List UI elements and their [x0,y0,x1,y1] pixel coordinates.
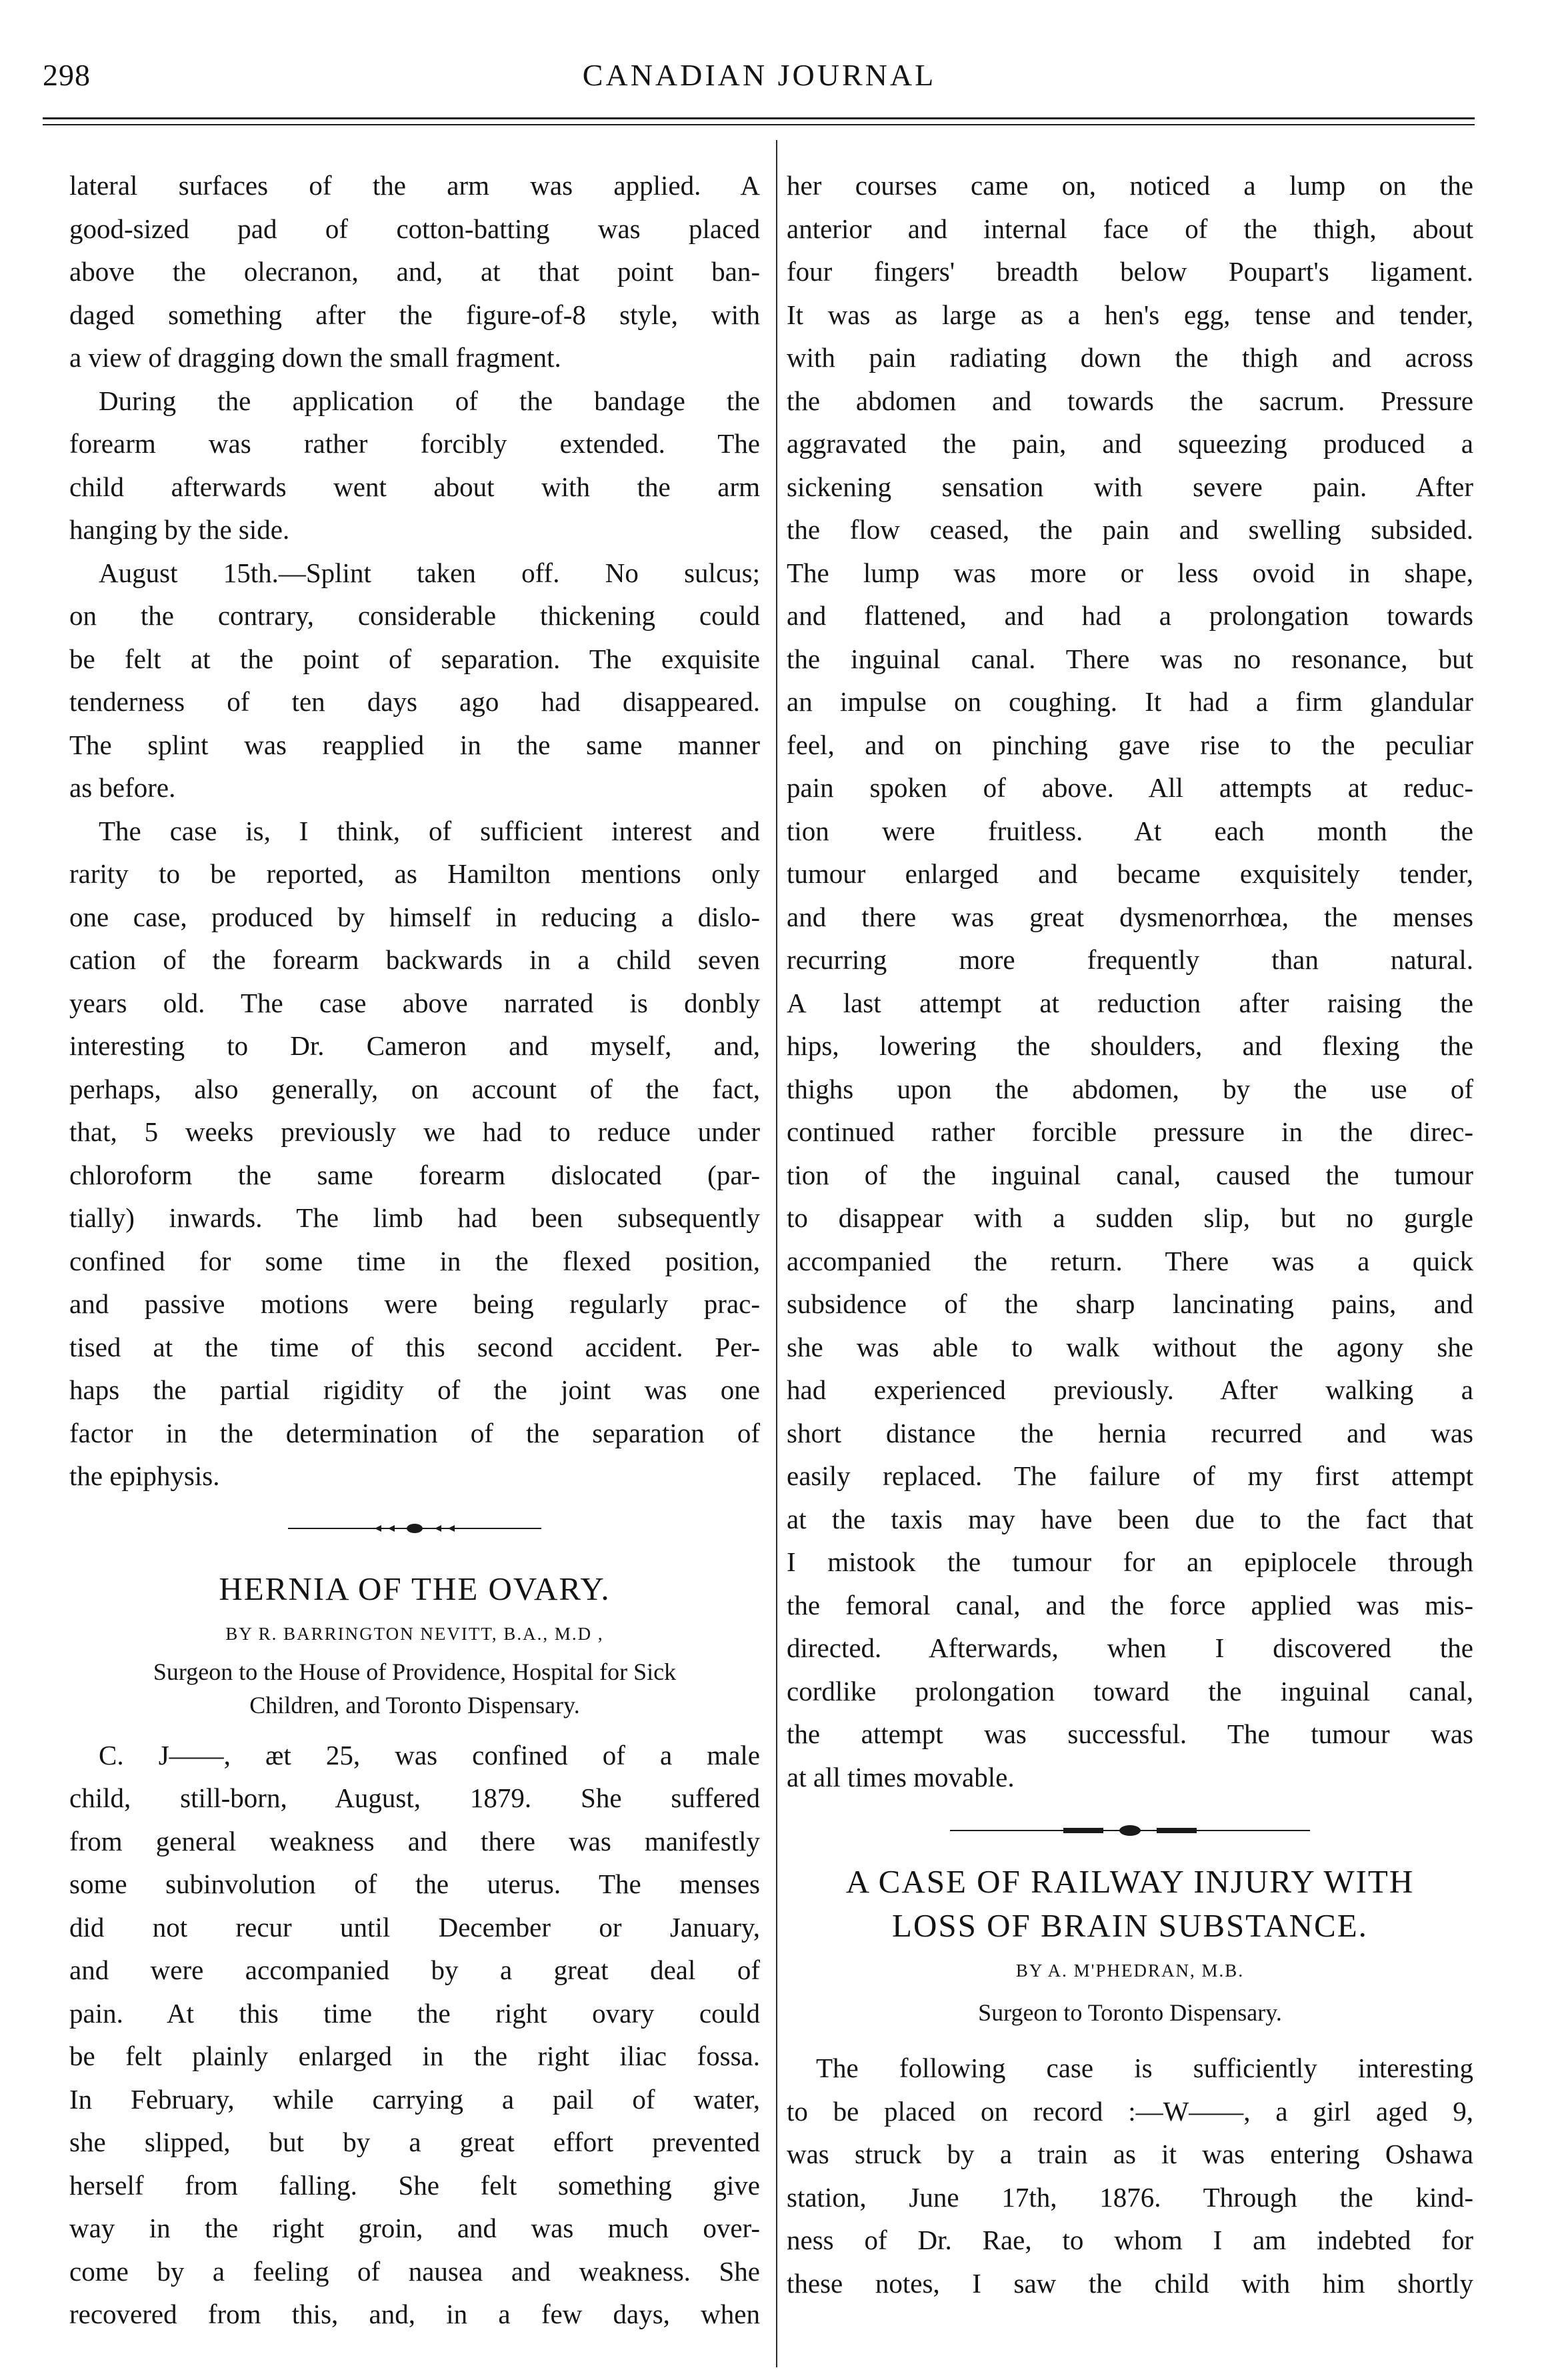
text-line: an impulse on coughing. It had a firm glandular [787,686,1473,717]
text-line: the inguinal canal. There was no resonance, but [787,643,1473,674]
text-line: interesting to Dr. Cameron and myself, and, [69,1030,760,1061]
text-line: pain. At this time the right ovary could [69,1997,760,2029]
section-divider-ornament [275,1520,555,1536]
text-line: and there was great dysmenorrhœa, the menses [787,901,1473,932]
text-line: did not recur until December or January, [69,1911,760,1943]
text-line: she slipped, but by a great effort prevented [69,2127,760,2157]
section-title-railway: A CASE OF RAILWAY INJURY WITH [845,1863,1415,1900]
text-line: she was able to walk without the agony she [787,1331,1473,1362]
text-line: chloroform the same forearm dislocated (par- [69,1159,760,1190]
paragraph-case-rarity [69,810,760,1498]
text-line: was struck by a train as it was entering Oshawa [787,2139,1473,2169]
text-line: tenderness of ten days ago had disappeared. [69,686,760,717]
text-line: and flattened, and had a prolongation towards [787,600,1473,631]
affiliation-line: Children, and Toronto Dispensary. [249,1691,580,1718]
section-title-railway-line2: LOSS OF BRAIN SUBSTANCE. [892,1907,1368,1944]
text-line: the flow ceased, the pain and swelling subsided. [787,514,1473,545]
text-line: The splint was reapplied in the same manner [69,729,760,760]
text-line: I mistook the tumour for an epiplocele through [787,1546,1473,1577]
text-line: easily replaced. The failure of my first attempt [787,1460,1473,1491]
text-line: recovered from this, and, in a few days, when [69,2299,760,2329]
text-line: be felt plainly enlarged in the right iliac fossa. [69,2041,760,2071]
text-line: recurring more frequently than natural. [787,944,1473,975]
text-line: on the contrary, considerable thickening could [69,600,760,631]
text-line: above the olecranon, and, at that point ban- [69,256,760,287]
text-line: child, still-born, August, 1879. She suffered [69,1782,760,1813]
text-line: feel, and on pinching gave rise to the peculiar [787,729,1473,760]
paragraph-railway-case [787,2047,1473,2305]
text-line: and were accompanied by a great deal of [69,1955,760,1985]
text-line: anterior and internal face of the thigh, about [787,213,1473,244]
text-line: cation of the forearm backwards in a child seven [69,944,760,975]
text-line: child afterwards went about with the arm [69,471,760,502]
text-line: hips, lowering the shoulders, and flexing the [787,1030,1473,1061]
text-line: had experienced previously. After walking a [787,1374,1473,1405]
text-line: be felt at the point of separation. The exquisite [69,643,760,674]
text-line: the femoral canal, and the force applied was mis- [787,1589,1473,1620]
text-line: at the taxis may have been due to the fact that [787,1503,1473,1534]
journal-title: CANADIAN JOURNAL [582,58,937,92]
text-line: The case is, I think, of sufficient interest and [99,815,760,846]
text-line: The lump was more or less ovoid in shape, [787,557,1473,588]
text-line: as before. [69,772,176,803]
text-line: the attempt was successful. The tumour was [787,1718,1473,1749]
text-line: good-sized pad of cotton-batting was placed [69,213,760,244]
affiliation-hernia [96,1655,733,1722]
text-line: August 15th.—Splint taken off. No sulcus; [99,557,760,588]
text-line: directed. Afterwards, when I discovered the [787,1632,1473,1663]
text-line: hanging by the side. [69,514,290,545]
text-line: During the application of the bandage the [99,385,760,416]
text-line: tion were fruitless. At each month the [787,815,1473,846]
affiliation-line: Surgeon to Toronto Dispensary. [978,1999,1282,2026]
header-rule-secondary [43,124,1475,125]
text-line: tion of the inguinal canal, caused the tumour [787,1159,1473,1190]
text-line: years old. The case above narrated is donbly [69,987,760,1018]
section-divider-ornament [943,1823,1317,1839]
text-line: It was as large as a hen's egg, tense and tender, [787,299,1473,330]
text-line: station, June 17th, 1876. Through the kind- [787,2181,1473,2213]
text-line: cordlike prolongation toward the inguinal canal, [787,1675,1473,1706]
text-line: C. J——, æt 25, was confined of a male [99,1739,760,1770]
text-line: to disappear with a sudden slip, but no gurgle [787,1202,1473,1233]
text-line: her courses came on, noticed a lump on the [787,170,1473,201]
text-line: forearm was rather forcibly extended. The [69,428,760,459]
text-line: at all times movable. [787,1761,1015,1793]
text-line: with pain radiating down the thigh and across [787,342,1473,373]
text-line: short distance the hernia recurred and was [787,1417,1473,1448]
paragraph-august [69,551,760,810]
paragraph-hernia-continued [787,164,1473,1799]
text-line: a view of dragging down the small fragment. [69,342,561,373]
header-rule [43,117,1475,119]
text-line: pain spoken of above. All attempts at reduc- [787,772,1473,803]
right-column [787,164,1473,2305]
text-line: confined for some time in the flexed position, [69,1245,760,1276]
page-number: 298 [43,58,91,92]
paragraph-hernia-case [69,1734,760,2336]
text-line: In February, while carrying a pail of water, [69,2083,760,2115]
text-line: factor in the determination of the separation of [69,1417,760,1448]
text-line: from general weakness and there was manifestly [69,1825,760,1857]
text-line: haps the partial rigidity of the joint was one [69,1374,760,1405]
affiliation-line: Surgeon to the House of Providence, Hospital for Sick [153,1658,677,1685]
text-line: lateral surfaces of the arm was applied. A [69,170,760,201]
text-line: ness of Dr. Rae, to whom I am indebted for [787,2225,1473,2255]
affiliation-railway [787,1996,1473,2029]
left-column [69,164,760,2336]
text-line: tised at the time of this second accident. Per- [69,1331,760,1362]
text-line: to be placed on record :—W——, a girl aged 9, [787,2095,1473,2127]
text-line: that, 5 weeks previously we had to reduce under [69,1116,760,1147]
text-line: tumour enlarged and became exquisitely tender, [787,858,1473,889]
column-divider [776,140,777,2367]
text-line: the abdomen and towards the sacrum. Pressure [787,385,1473,416]
text-line: daged something after the figure-of-8 style, with [69,299,760,330]
text-line: tially) inwards. The limb had been subsequently [69,1202,760,1233]
text-line: and passive motions were being regularly prac- [69,1288,760,1319]
text-line: the epiphysis. [69,1460,220,1491]
text-line: thighs upon the abdomen, by the use of [787,1073,1473,1104]
text-line: A last attempt at reduction after raising the [787,987,1473,1018]
text-line: one case, produced by himself in reducing a dislo- [69,901,760,932]
text-line: way in the right groin, and was much over- [69,2213,760,2243]
text-line: continued rather forcible pressure in the direc- [787,1116,1473,1147]
text-line: The following case is sufficiently interesting [816,2053,1473,2083]
section-title-hernia: HERNIA OF THE OVARY. [219,1570,611,1607]
paragraph-continuation [69,164,760,379]
text-line: sickening sensation with severe pain. After [787,471,1473,502]
text-line: perhaps, also generally, on account of the fact, [69,1073,760,1104]
byline-hernia: BY R. BARRINGTON NEVITT, B.A., M.D , [225,1623,604,1644]
text-line: four fingers' breadth below Poupart's ligament. [787,256,1473,287]
text-line: aggravated the pain, and squeezing produced a [787,428,1473,459]
text-line: subsidence of the sharp lancinating pains, and [787,1288,1473,1319]
byline-railway: BY A. M'PHEDRAN, M.B. [1015,1961,1245,1981]
paragraph-bandage [69,379,760,551]
text-line: herself from falling. She felt something give [69,2169,760,2201]
text-line: come by a feeling of nausea and weakness. She [69,2255,760,2287]
text-line: rarity to be reported, as Hamilton mentions only [69,858,760,889]
text-line: some subinvolution of the uterus. The menses [69,1869,760,1899]
text-line: these notes, I saw the child with him shortly [787,2267,1473,2299]
text-line: accompanied the return. There was a quick [787,1245,1473,1276]
page-header [43,57,1476,104]
